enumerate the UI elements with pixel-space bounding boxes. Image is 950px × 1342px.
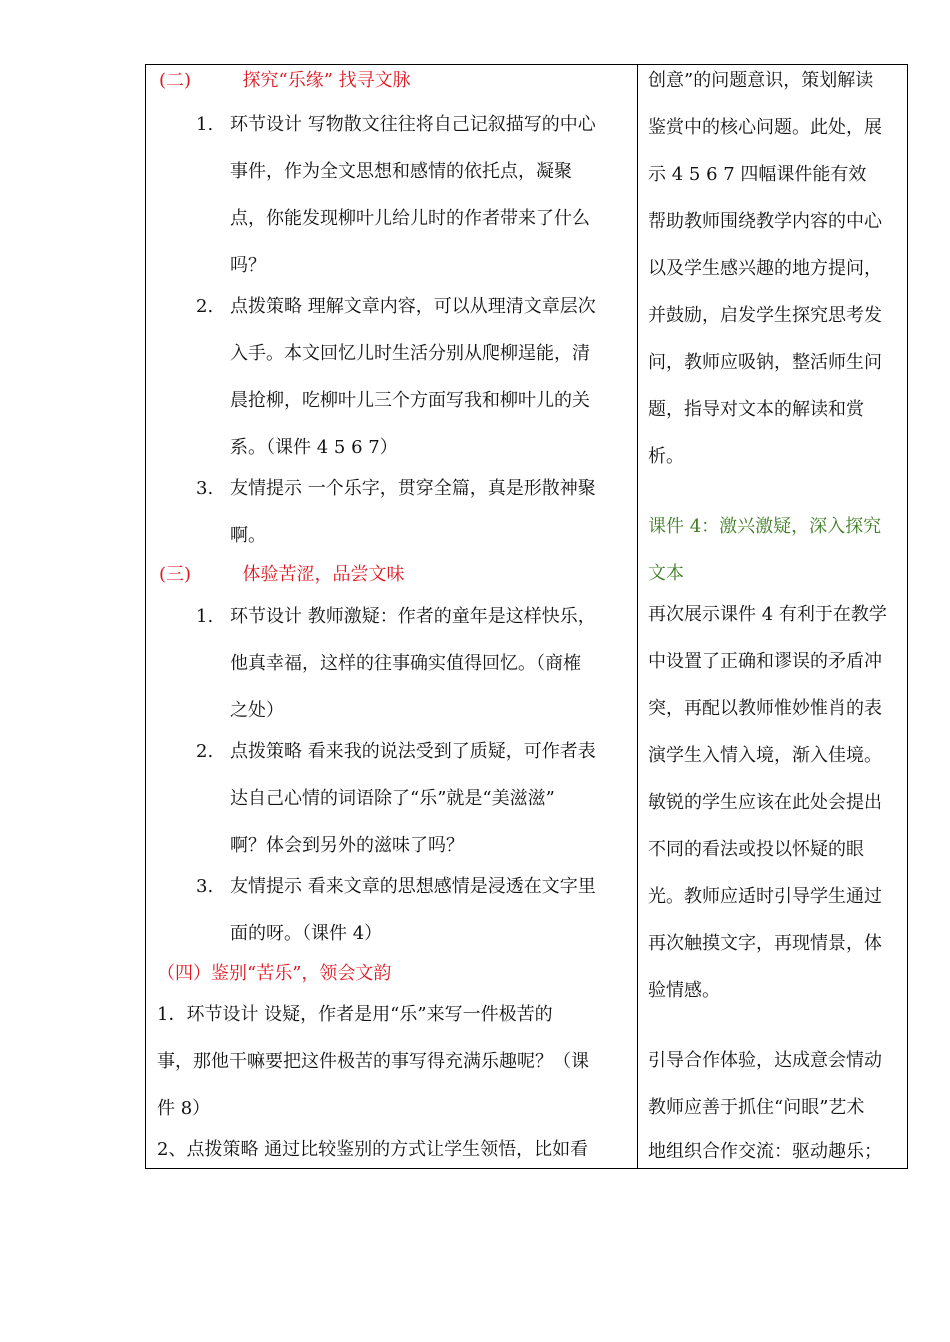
section2-item2-num: 2. bbox=[196, 296, 214, 317]
section2-heading-text: 探究“乐缘” 找寻文脉 bbox=[242, 70, 411, 91]
section3-item1-num: 1. bbox=[196, 606, 214, 627]
line-text: 友情提示 看来文章的思想感情是浸透在文字里 bbox=[230, 876, 596, 897]
section2-item3-num: 3. bbox=[196, 478, 214, 499]
right-para1-line5: 以及学生感兴趣的地方提问， bbox=[648, 258, 882, 279]
right-para2-line5: 敏锐的学生应该在此处会提出 bbox=[648, 792, 882, 813]
section3-item3-line1 bbox=[196, 875, 596, 899]
section3-item2-line2: 达自己心情的词语除了“乐”就是“美滋滋” bbox=[230, 788, 555, 809]
section3-item3-num: 3. bbox=[196, 876, 214, 897]
right-para2-line2: 中设置了正确和谬误的矛盾冲 bbox=[648, 651, 882, 672]
section3-item2-line3: 啊？体会到另外的滋味了吗？ bbox=[230, 835, 464, 856]
right-para2-line4: 演学生入情入境，渐入佳境。 bbox=[648, 745, 882, 766]
right-para1-line4: 帮助教师围绕教学内容的中心 bbox=[648, 211, 882, 232]
right-para1-line7: 问，教师应吸钠，整活师生问 bbox=[648, 352, 882, 373]
right-para1-line6: 并鼓励，启发学生探究思考发 bbox=[648, 305, 882, 326]
section2-item3-line2: 啊。 bbox=[230, 525, 266, 546]
section2-item2-line3: 晨抢柳，吃柳叶儿三个方面写我和柳叶儿的关 bbox=[230, 390, 590, 411]
section2-item2-line4: 系。（课件 4 5 6 7） bbox=[230, 437, 398, 458]
right-para2-line6: 不同的看法或投以怀疑的眼 bbox=[648, 839, 864, 860]
section3-item2-line1 bbox=[196, 740, 596, 764]
right-para2-line1: 再次展示课件 4 有利于在教学 bbox=[648, 604, 887, 625]
right-para3-line2: 教师应善于抓住“问眼”艺术 bbox=[648, 1097, 865, 1118]
right-para1-line8: 题，指导对文本的解读和赏 bbox=[648, 399, 864, 420]
section4-line4: 2、点拨策略 通过比较鉴别的方式让学生领悟，比如看 bbox=[157, 1139, 589, 1160]
section3-item1-line3: 之处） bbox=[230, 700, 284, 721]
section2-item3-line1 bbox=[196, 477, 596, 501]
right-para2-line7: 光。教师应适时引导学生通过 bbox=[648, 886, 882, 907]
section2-item1-line2: 事件，作为全文思想和感情的依托点，凝聚 bbox=[230, 161, 572, 182]
courseware4-note-line2: 文本 bbox=[648, 563, 684, 584]
line-text: 点拨策略 理解文章内容，可以从理清文章层次 bbox=[230, 296, 596, 317]
section3-item1-line2: 他真幸福，这样的往事确实值得回忆。（商榷 bbox=[230, 653, 581, 674]
lesson-plan-table bbox=[145, 64, 908, 1169]
section2-heading bbox=[159, 69, 411, 93]
line-text: 环节设计 写物散文往往将自己记叙描写的中心 bbox=[230, 114, 596, 135]
line-text: 环节设计 教师激疑：作者的童年是这样快乐， bbox=[230, 606, 596, 627]
section4-line3: 件 8） bbox=[157, 1098, 211, 1119]
right-para1-line1: 创意”的问题意识，策划解读 bbox=[648, 70, 874, 91]
section2-item1-line3: 点，你能发现柳叶儿给儿时的作者带来了什么 bbox=[230, 208, 590, 229]
section2-item2-line1 bbox=[196, 295, 596, 319]
section2-item1-line1 bbox=[196, 113, 596, 137]
section4-line2: 事，那他干嘛要把这件极苦的事写得充满乐趣呢？（课 bbox=[157, 1051, 589, 1072]
right-para2-line3: 突，再配以教师惟妙惟肖的表 bbox=[648, 698, 882, 719]
section3-item3-line2: 面的呀。（课件 4） bbox=[230, 923, 383, 944]
section3-item1-line1 bbox=[196, 605, 596, 629]
section2-item1-num: 1. bbox=[196, 114, 214, 135]
section3-heading-num: (三) bbox=[159, 564, 192, 585]
right-para2-line8: 再次触摸文字，再现情景，体 bbox=[648, 933, 882, 954]
section2-heading-num: (二) bbox=[159, 70, 192, 91]
section4-heading: （四）鉴别“苦乐”，领会文韵 bbox=[157, 963, 392, 984]
right-para1-line2: 鉴赏中的核心问题。此处，展 bbox=[648, 117, 882, 138]
right-para3-line1: 引导合作体验，达成意会情动 bbox=[648, 1050, 882, 1071]
column-divider bbox=[637, 65, 638, 1168]
right-para1-line9: 析。 bbox=[648, 446, 684, 467]
right-para3-line3: 地组织合作交流：驱动趣乐； bbox=[648, 1141, 882, 1162]
section3-item2-num: 2. bbox=[196, 741, 214, 762]
section3-heading-text: 体验苦涩，品尝文味 bbox=[242, 564, 405, 585]
section3-heading bbox=[159, 563, 405, 587]
courseware4-note-line1: 课件 4：激兴激疑，深入探究 bbox=[648, 516, 882, 537]
right-para2-line9: 验情感。 bbox=[648, 980, 720, 1001]
line-text: 点拨策略 看来我的说法受到了质疑，可作者表 bbox=[230, 741, 596, 762]
section2-item2-line2: 入手。本文回忆儿时生活分别从爬柳逞能，清 bbox=[230, 343, 590, 364]
section2-item1-line4: 吗？ bbox=[230, 255, 266, 276]
right-para1-line3: 示 4 5 6 7 四幅课件能有效 bbox=[648, 164, 867, 185]
section4-line1: 1．环节设计 设疑，作者是用“乐”来写一件极苦的 bbox=[157, 1004, 553, 1025]
line-text: 友情提示 一个乐字，贯穿全篇，真是形散神聚 bbox=[230, 478, 596, 499]
